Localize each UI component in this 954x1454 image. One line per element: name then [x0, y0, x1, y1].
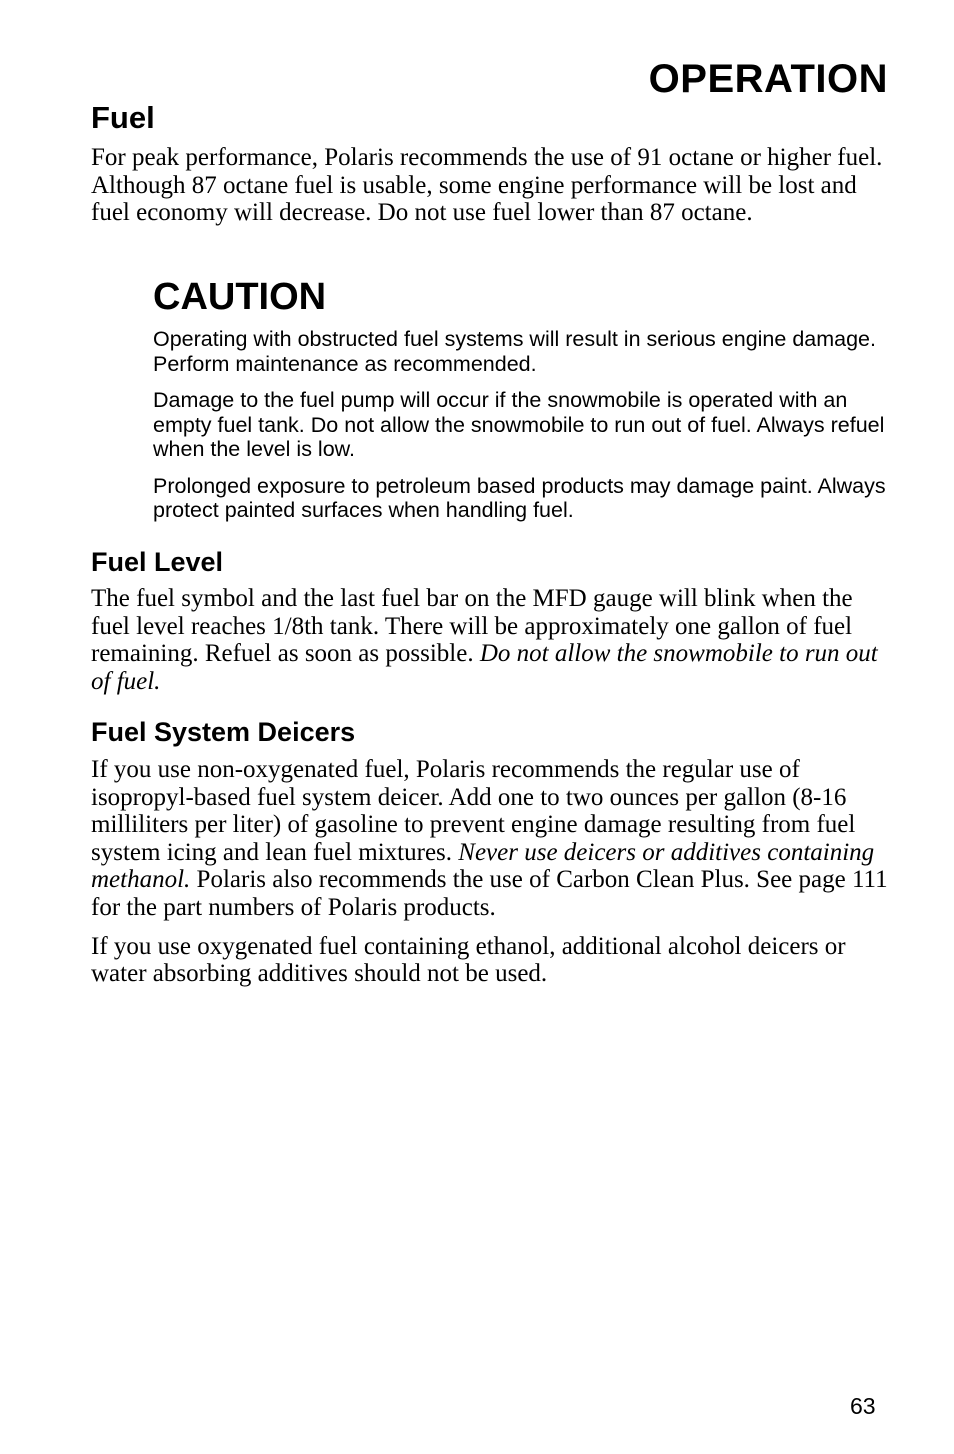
- deicers-heading: Fuel System Deicers: [91, 717, 356, 747]
- deicers-section: [91, 756, 896, 999]
- caution-paragraph-obstructed: Operating with obstructed fuel systems will result in serious engine damage. Perform maintenance as recommended.: [153, 327, 876, 376]
- deicers-text-end: Polaris also recommends the use of Carbon Clean Plus. See page 111 for the part numbers of Polaris products.: [91, 866, 888, 921]
- fuel-level-text: The fuel symbol and the last fuel bar on the MFD gauge will blink when the fuel level reaches 1/8th tank. There will be approximately one gallon of fuel remaining. Refuel as soon as possible.: [91, 585, 853, 668]
- caution-block: [153, 276, 893, 535]
- page-number: 63: [850, 1393, 876, 1419]
- fuel-level-paragraph: [91, 585, 891, 695]
- deicers-paragraph-oxygenated: If you use oxygenated fuel containing ethanol, additional alcohol deicers or water absorbing additives should not be used.: [91, 932, 846, 988]
- fuel-level-emphasis: Do not allow the snowmobile to run out of fuel.: [91, 640, 878, 695]
- caution-paragraph-fuel-pump: Damage to the fuel pump will occur if the snowmobile is operated with an empty fuel tank. Do not allow the snowmobile to run out of fuel. Always refuel when the level is low.: [153, 388, 885, 461]
- fuel-heading: Fuel: [91, 100, 155, 135]
- caution-paragraph-paint: Prolonged exposure to petroleum based products may damage paint. Always protect painted surfaces when handling fuel.: [153, 473, 886, 522]
- fuel-level-heading: Fuel Level: [91, 547, 224, 577]
- deicers-paragraph-non-oxygenated: [91, 756, 896, 922]
- section-header: OPERATION: [648, 57, 888, 101]
- deicers-emphasis: Never use deicers or additives containing methanol.: [91, 838, 875, 894]
- fuel-intro-paragraph: For peak performance, Polaris recommends the use of 91 octane or higher fuel. Although 87 octane fuel is usable, some engine performance will be lost and fuel economy will decrease. Do not use fuel lower than 87 octane.: [91, 144, 883, 227]
- caution-title: CAUTION: [153, 276, 327, 318]
- deicers-text-start: If you use non-oxygenated fuel, Polaris recommends the regular use of isopropyl-based fuel system deicer. Add one to two ounces per gallon (8-16 milliliters per liter) of gasoline to prevent engine damage resulting from fuel system icing and lean fuel mixtures.: [91, 756, 856, 866]
